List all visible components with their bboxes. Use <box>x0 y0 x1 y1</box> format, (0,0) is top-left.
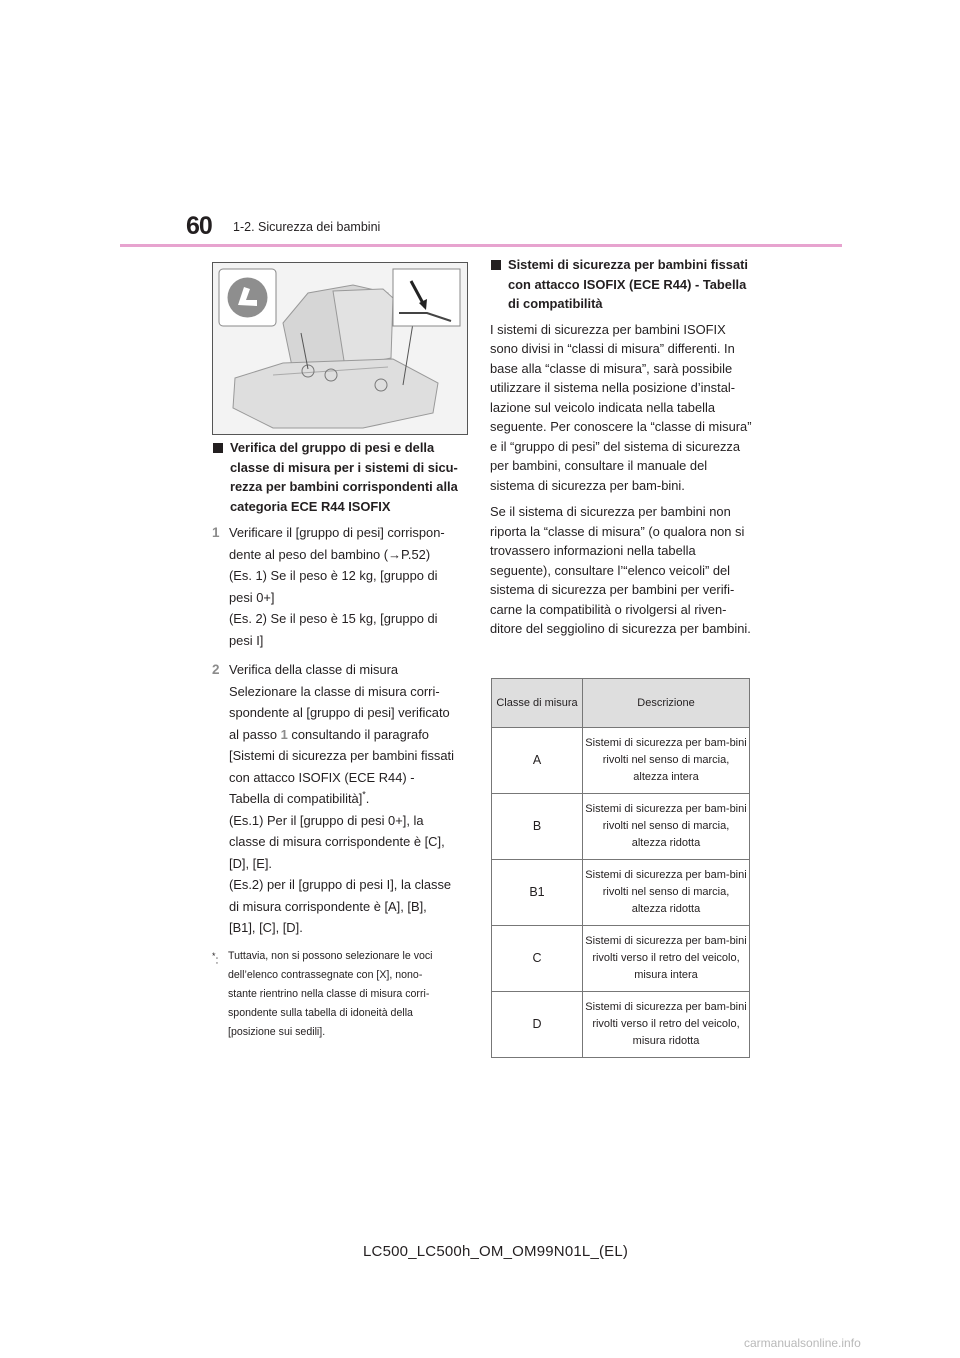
intro-paragraph: I sistemi di sicurezza per bambini ISOFIX sono divisi in “classi di misura” differenti. In base alla “classe di misura”, sarà possibile utilizzare il sistema nella posizione d’instal-lazione sul veicolo indicata nella tabella seguente. Per conoscere la “classe di misura” e il “gruppo di pesi” del sistema di sicurezza per bambini, consultare il manuale del sistema di sicurezza per bam-bini. <box>490 321 752 493</box>
size-class-cell: B1 <box>492 860 583 926</box>
table-row <box>492 794 750 860</box>
step-ref-number: 1 <box>280 726 288 742</box>
left-column <box>212 438 472 1042</box>
watermark: carmanualsonline.info <box>744 1336 861 1350</box>
compatibility-table-heading: Sistemi di sicurezza per bambini fissati con attacco ISOFIX (ECE R44) - Tabella di compatibilità <box>490 255 752 314</box>
square-bullet-icon <box>491 260 501 270</box>
manual-code: LC500_LC500h_OM_OM99N01L_(EL) <box>363 1243 629 1260</box>
size-class-cell: B <box>492 794 583 860</box>
step-number: 2 <box>212 662 220 677</box>
size-class-cell: C <box>492 926 583 992</box>
size-class-table <box>491 678 750 1058</box>
step-2: 2 Verifica della classe di misura Selezionare la classe di misura corri- spondente al [gruppo di pesi] verificato al passo 1 consultando il paragrafo [Sistemi di sicurezza per bambini fissati con attacco ISOFIX (ECE R44) - Tabella di compatibilità]*. (Es.1) Per il [gruppo di pesi 0+], la classe di misura corrispondente è [C], [D], [E]. (Es.2) per il [gruppo di pesi I], la classe di misura corrispondente è [A], [B], [B1], [C], [D]. <box>212 659 472 939</box>
column-header-description: Descrizione <box>583 679 750 728</box>
weight-size-check-heading: Verifica del gruppo di pesi e della classe di misura per i sistemi di sicu-rezza per bambini corrispondenti alla categoria ECE R44 ISOFIX <box>212 438 472 516</box>
page-reference-link[interactable]: dente al peso del bambino (→P.52) <box>229 546 431 562</box>
step-1: 1 Verificare il [gruppo di pesi] corrispon- dente al peso del bambino (→P.52) (Es. 1) Se il peso è 12 kg, [gruppo di pesi 0+] (Es. 2) Se il peso è 15 kg, [gruppo di pesi I] <box>212 522 472 651</box>
description-cell: Sistemi di sicurezza per bam-bini rivolti nel senso di marcia, altezza ridotta <box>583 794 750 860</box>
table-row <box>492 926 750 992</box>
table-row <box>492 728 750 794</box>
isofix-seat-illustration <box>212 262 468 435</box>
step-number: 1 <box>212 525 220 540</box>
description-cell: Sistemi di sicurezza per bam-bini rivolti verso il retro del veicolo, misura ridotta <box>583 992 750 1058</box>
footnote-marker: * <box>362 789 366 800</box>
footnote: *: Tuttavia, non si possono selezionare le voci dell’elenco contrassegnate con [X], nono- stante rientrino nella classe di misura corri- spondente sulla tabella di idoneità della [posizione sui sedili]. <box>212 949 433 1038</box>
page-number: 60 <box>186 212 212 240</box>
column-header-size-class: Classe di misura <box>492 679 583 728</box>
table-header-row <box>492 679 750 728</box>
table-row <box>492 992 750 1058</box>
description-cell: Sistemi di sicurezza per bam-bini rivolti nel senso di marcia, altezza intera <box>583 728 750 794</box>
vehicle-list-paragraph: Se il sistema di sicurezza per bambini non riporta la “classe di misura” (o qualora non si trovassero informazioni nella tabella seguente), consultare l’“elenco veicoli” del sistema di sicurezza per bambini per verifi-carne la compatibilità o rivolgersi al riven-ditore del seggiolino di sicurezza per bambini. <box>490 504 751 636</box>
header-divider <box>120 244 842 247</box>
table-row <box>492 860 750 926</box>
section-title: 1-2. Sicurezza dei bambini <box>233 220 381 234</box>
description-cell: Sistemi di sicurezza per bam-bini rivolti nel senso di marcia, altezza ridotta <box>583 860 750 926</box>
square-bullet-icon <box>213 443 223 453</box>
right-column <box>490 255 752 646</box>
size-class-cell: D <box>492 992 583 1058</box>
size-class-cell: A <box>492 728 583 794</box>
description-cell: Sistemi di sicurezza per bam-bini rivolti verso il retro del veicolo, misura intera <box>583 926 750 992</box>
